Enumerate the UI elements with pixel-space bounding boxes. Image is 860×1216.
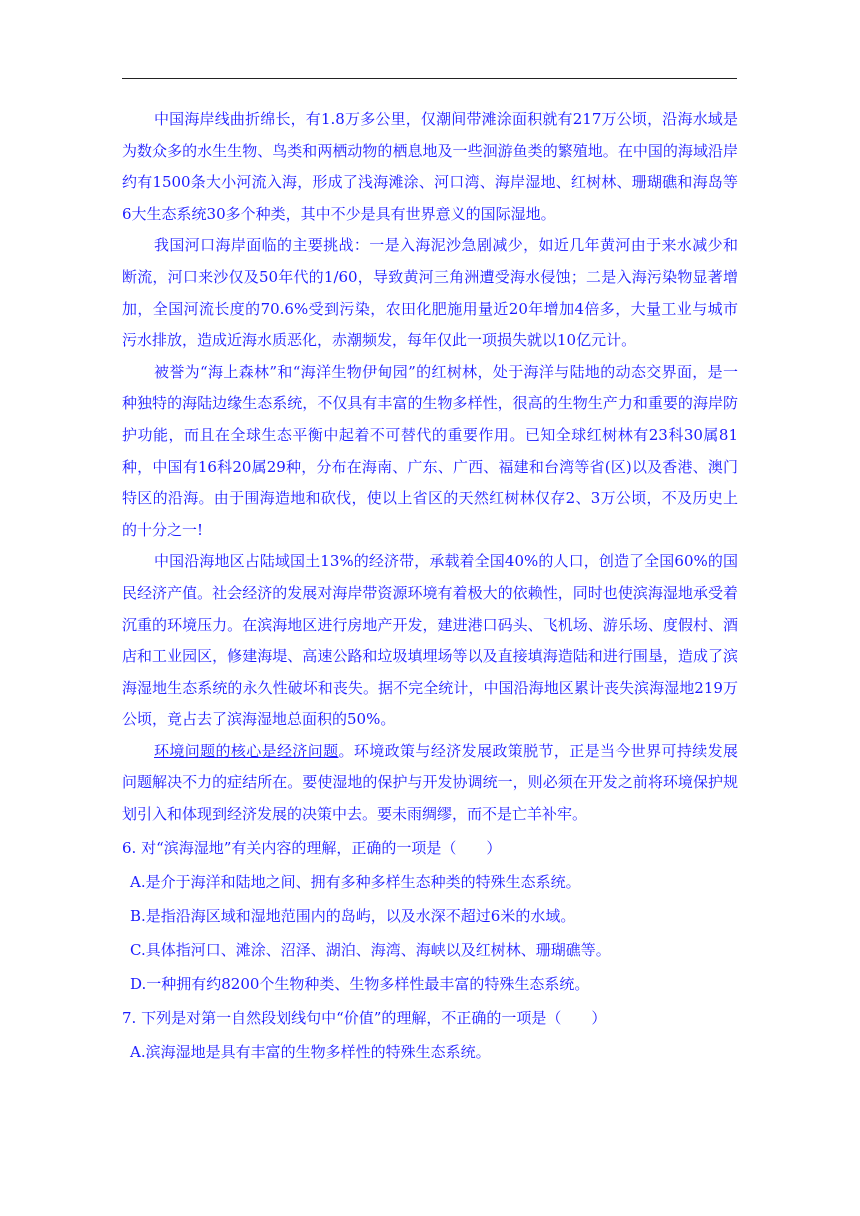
header-rule — [122, 78, 737, 79]
question-6-option-b: B.是指沿海区域和湿地范围内的岛屿，以及水深不超过6米的水域。 — [130, 906, 576, 925]
paragraph-4: 中国沿海地区占陆域国土13%的经济带，承载着全国40%的人口，创造了全国60%的国民经济产值。社会经济的发展对海岸带资源环境有着极大的依赖性，同时也使滨海湿地承受着沉重的环境压力。在滨海地区进行房地产开发，建进港口码头、飞机场、游乐场、度假村、酒店和工业园区，修建海堤、高速公路和垃圾填埋场等以及直接填海造陆和进行围垦，造成了滨海湿地生态系统的永久性破坏和丧失。据不完全统计，中国沿海地区累计丧失滨海湿地219万公顷，竟占去了滨海湿地总面积的50%。 — [122, 552, 738, 729]
document-body — [122, 104, 738, 1069]
question-6-option-d: D.一种拥有约8200个生物种类、生物多样性最丰富的特殊生态系统。 — [130, 974, 590, 993]
paragraph-2: 我国河口海岸面临的主要挑战：一是入海泥沙急剧减少，如近几年黄河由于来水减少和断流，河口来沙仅及50年代的1/60，导致黄河三角洲遭受海水侵蚀；二是入海污染物显著增加，全国河流长度的70.6%受到污染，农田化肥施用量近20年增加4倍多，大量工业与城市污水排放，造成近海水质恶化，赤潮频发，每年仅此一项损失就以10亿元计。 — [122, 236, 738, 350]
underlined-sentence: 环境问题的核心是经济问题 — [154, 741, 339, 760]
question-7-stem: 7. 下列是对第一自然段划线句中“价值”的理解，不正确的一项是（ ） — [122, 1008, 607, 1027]
paragraph-5 — [122, 736, 738, 831]
question-6-stem: 6. 对“滨海湿地”有关内容的理解，正确的一项是（ ） — [122, 838, 502, 857]
paragraph-1: 中国海岸线曲折绵长，有1.8万多公里，仅潮间带滩涂面积就有217万公顷，沿海水域是为数众多的水生生物、鸟类和两栖动物的栖息地及一些洄游鱼类的繁殖地。在中国的海域沿岸约有1500条大小河流入海，形成了浅海滩涂、河口湾、海岸湿地、红树林、珊瑚礁和海岛等6大生态系统30多个种类，其中不少是具有世界意义的国际湿地。 — [122, 110, 738, 223]
question-7-option-a: A.滨海湿地是具有丰富的生物多样性的特殊生态系统。 — [130, 1042, 491, 1061]
paragraph-5-rest: 。环境政策与经济发展政策脱节，正是当今世界可持续发展问题解决不力的症结所在。要使湿地的保护与开发协调统一，则必须在开发之前将环境保护规划引入和体现到经济发展的决策中去。要未雨绸缪，而不是亡羊补牢。 — [122, 741, 738, 824]
paragraph-3: 被誉为“海上森林”和“海洋生物伊甸园”的红树林，处于海洋与陆地的动态交界面，是一种独特的海陆边缘生态系统，不仅具有丰富的生物多样性，很高的生物生产力和重要的海岸防护功能，而且在全球生态平衡中起着不可替代的重要作用。已知全球红树林有23科30属81种，中国有16科20属29种，分布在海南、广东、广西、福建和台湾等省(区)以及香港、澳门特区的沿海。由于围海造地和砍伐，使以上省区的天然红树林仅存2、3万公顷，不及历史上的十分之一! — [122, 362, 738, 539]
question-6-option-c: C.具体指河口、滩涂、沼泽、湖泊、海湾、海峡以及红树林、珊瑚礁等。 — [130, 940, 611, 959]
question-6-option-a: A.是介于海洋和陆地之间、拥有多种多样生态种类的特殊生态系统。 — [130, 872, 581, 891]
